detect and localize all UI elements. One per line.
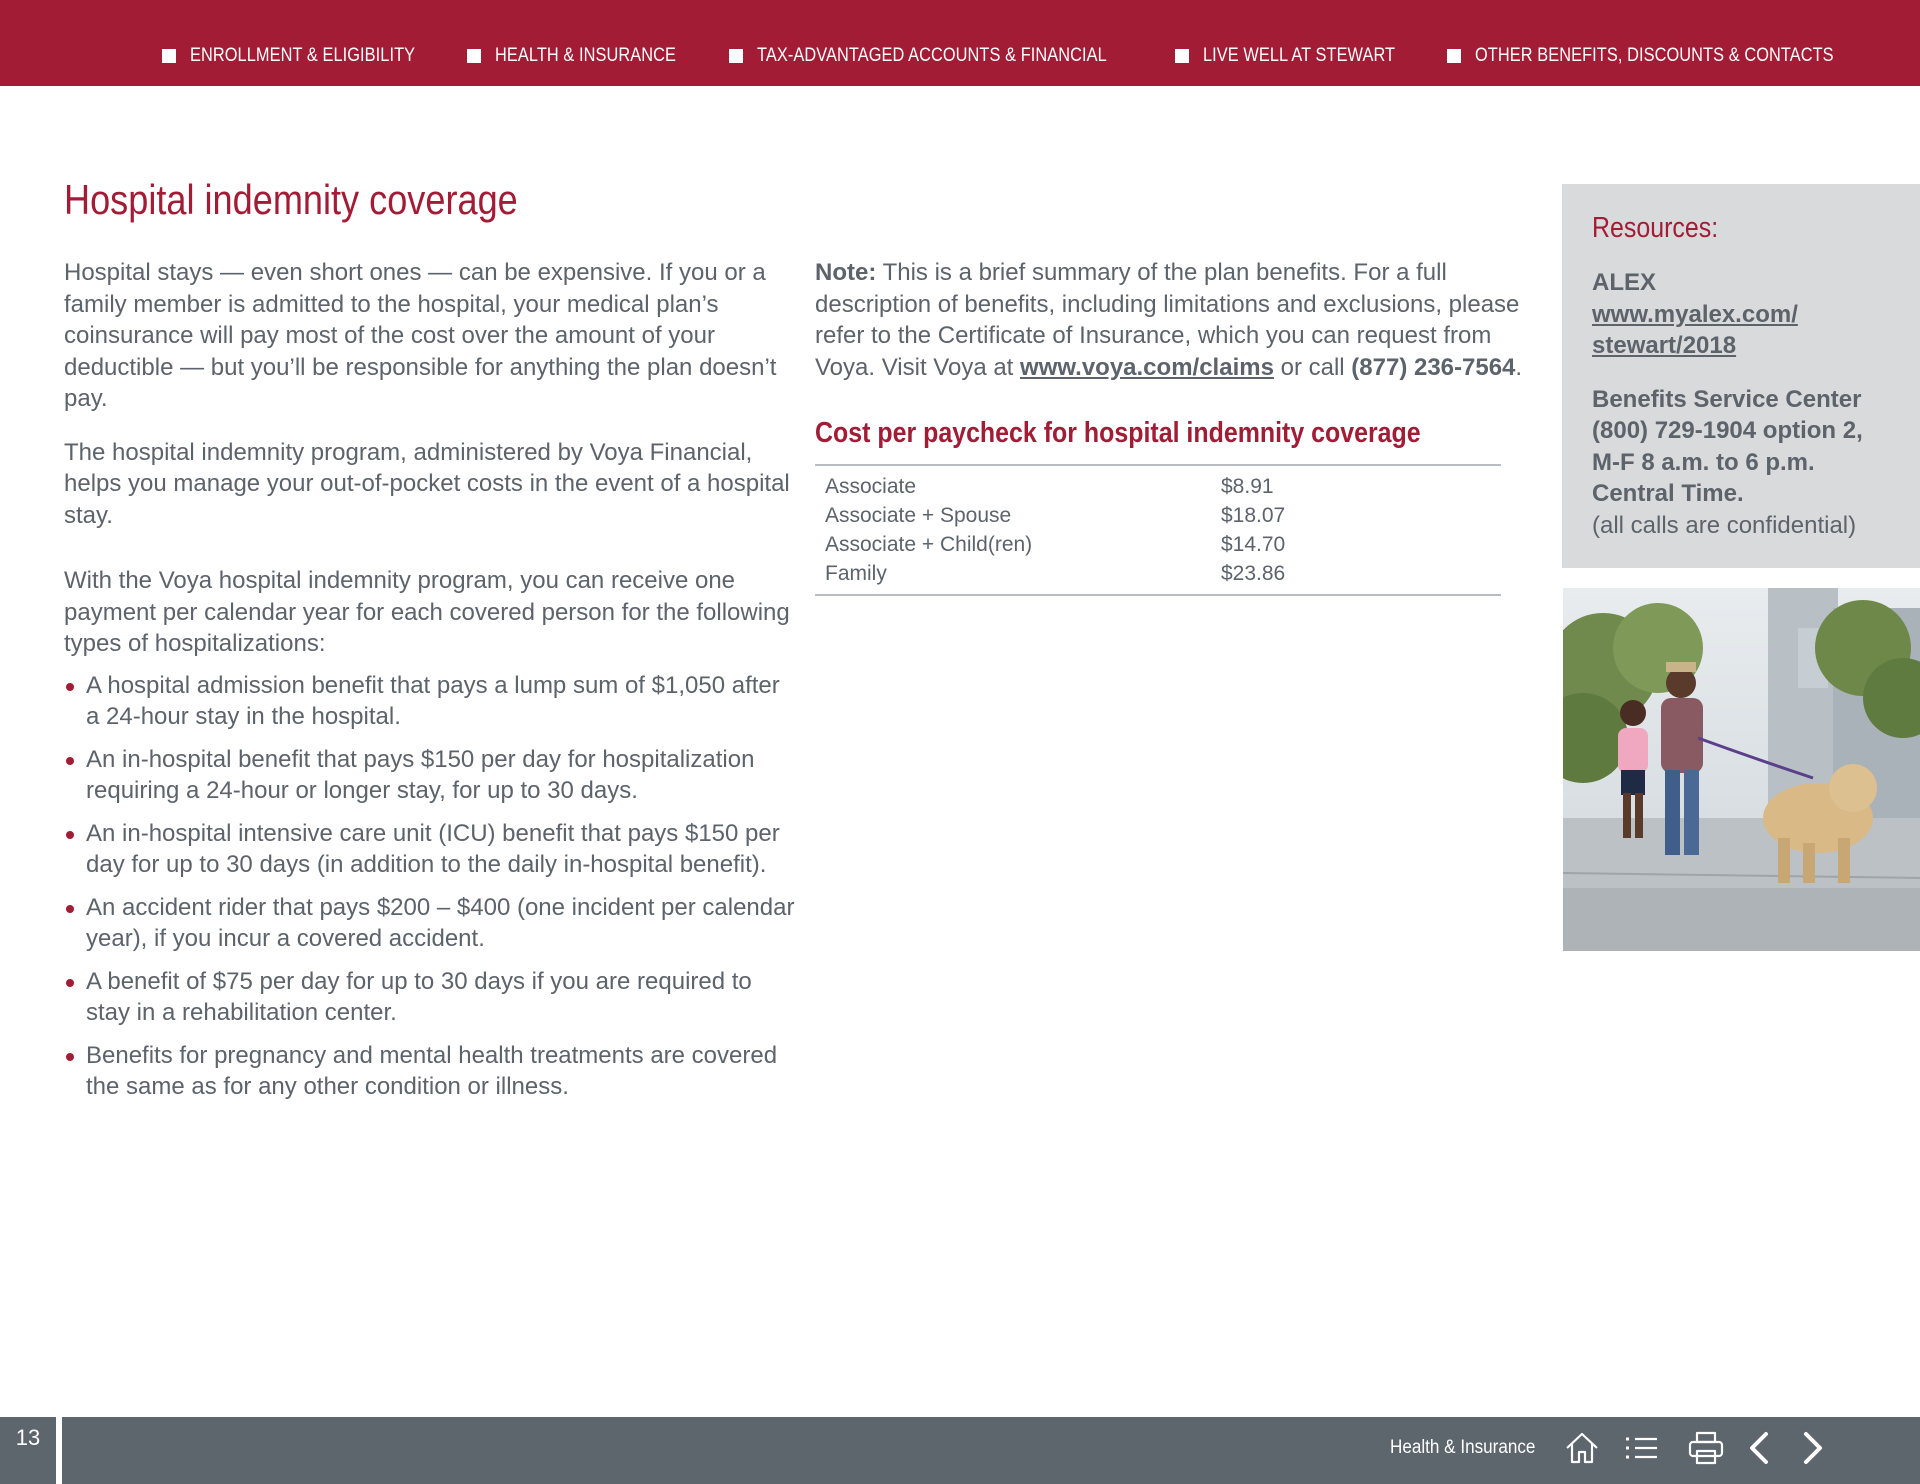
cost-cell: $23.86 (1221, 562, 1286, 585)
cost-cell: $18.07 (1221, 504, 1286, 527)
list-item (64, 818, 799, 881)
alex-name: ALEX (1592, 269, 1657, 296)
chevron-right-icon[interactable] (1792, 1428, 1832, 1468)
bsc-hours: M-F 8 a.m. to 6 p.m. (1592, 448, 1815, 476)
intro-paragraph: Hospital stays — even short ones — can be expensive. If you or a family member is admitted to the hospital, your medical plan’s coinsurance will pay most of the cost over the amount of your deductible — but you’ll be responsible for anything the plan doesn’t pay. (64, 259, 777, 412)
bsc-title: Benefits Service Center (1592, 385, 1862, 413)
tier-cell: Associate + Spouse (825, 504, 1012, 527)
list-item (64, 670, 799, 733)
table-row (815, 559, 1501, 595)
bsc-phone: (800) 729-1904 option 2, (1592, 417, 1863, 444)
note-paragraph (815, 257, 1535, 383)
program-paragraph: The hospital indemnity program, administered by Voya Financial, helps you manage your out-of-pocket costs in the event of a hospital stay. (64, 438, 790, 529)
page-number: 13 (0, 1417, 62, 1484)
benefits-service-center (1592, 384, 1890, 542)
photo-illustration (1563, 588, 1920, 951)
alex-resource (1592, 267, 1890, 362)
nav-label: OTHER BENEFITS, DISCOUNTS & CONTACTS (1475, 45, 1834, 66)
nav-health-insurance[interactable] (467, 44, 706, 68)
voya-phone: (877) 236-7564 (1351, 353, 1516, 381)
chevron-left-icon[interactable] (1740, 1428, 1780, 1468)
list-item-text: Benefits for pregnancy and mental health treatments are covered the same as for any other condition or illness. (86, 1041, 778, 1100)
tier-cell: Associate + Child(ren) (825, 533, 1033, 556)
footer-section-label: Health & Insurance (1390, 1437, 1536, 1458)
bsc-note: (all calls are confidential) (1592, 511, 1857, 539)
voya-claims-link[interactable]: www.voya.com/claims (1020, 353, 1274, 381)
top-navigation-bar (0, 0, 1920, 86)
note-label: Note: (815, 259, 877, 286)
list-item (64, 892, 799, 955)
nav-bullet-square (1447, 49, 1461, 63)
resources-sidebar (1562, 184, 1920, 568)
print-icon[interactable] (1686, 1428, 1726, 1468)
bullet-dot-icon (66, 757, 74, 765)
benefits-list (64, 670, 799, 1103)
note-text: This is a brief summary of the plan benefits. For a full description of benefits, including limitations and exclusions, please refer to the Certificate of Insurance, which you can request from Voya. Visit Voya at (815, 259, 1520, 381)
alex-link[interactable] (1592, 299, 1890, 362)
list-icon[interactable] (1622, 1428, 1662, 1468)
nav-bullet-square (1175, 49, 1189, 63)
resources-title: Resources: (1592, 212, 1719, 244)
list-item-text: An accident rider that pays $200 – $400 (one incident per calendar year), if you incur a covered accident. (86, 893, 795, 952)
nav-label: HEALTH & INSURANCE (495, 45, 677, 66)
alex-link-line-1: www.myalex.com/ (1592, 300, 1798, 328)
family-walking-dog-photo (1563, 588, 1920, 951)
alex-link-line-2: stewart/2018 (1592, 332, 1737, 359)
cost-table (815, 464, 1501, 596)
table-row (815, 501, 1501, 530)
list-item (64, 744, 799, 807)
bullet-dot-icon (66, 1053, 74, 1061)
note-column (815, 257, 1535, 596)
list-item (64, 1040, 799, 1103)
bullet-dot-icon (66, 979, 74, 987)
tier-cell: Associate (825, 475, 917, 498)
main-column (64, 257, 799, 1114)
bullet-dot-icon (66, 831, 74, 839)
cost-cell: $14.70 (1221, 533, 1286, 556)
list-item-text: An in-hospital intensive care unit (ICU) benefit that pays $150 per day for up to 30 days (in addition to the daily in-hospital benefit). (86, 819, 780, 878)
nav-bullet-square (729, 49, 743, 63)
list-item-text: A hospital admission benefit that pays a lump sum of $1,050 after a 24-hour stay in the hospital. (86, 671, 780, 730)
bsc-timezone: Central Time. (1592, 480, 1744, 507)
list-item (64, 966, 799, 1029)
payment-paragraph: With the Voya hospital indemnity program, you can receive one payment per calendar year for each covered person for the following types of hospitalizations: (64, 567, 790, 657)
nav-bullet-square (162, 49, 176, 63)
nav-label: ENROLLMENT & ELIGIBILITY (190, 45, 416, 66)
nav-label: LIVE WELL AT STEWART (1203, 45, 1396, 66)
nav-bullet-square (467, 49, 481, 63)
table-row (815, 465, 1501, 501)
list-item-text: A benefit of $75 per day for up to 30 days if you are required to stay in a rehabilitation center. (86, 967, 752, 1026)
list-item-text: An in-hospital benefit that pays $150 per day for hospitalization requiring a 24-hour or longer stay, for up to 30 days. (86, 745, 755, 804)
cost-table-title: Cost per paycheck for hospital indemnity coverage (815, 417, 1421, 449)
note-text-2: or call (1273, 353, 1352, 381)
nav-label: TAX-ADVANTAGED ACCOUNTS & FINANCIAL (757, 45, 1107, 66)
note-end: . (1515, 353, 1523, 381)
cost-cell: $8.91 (1221, 475, 1274, 498)
table-row (815, 530, 1501, 559)
bullet-dot-icon (66, 905, 74, 913)
home-icon[interactable] (1562, 1428, 1602, 1468)
tier-cell: Family (825, 562, 887, 585)
nav-live-well-at-stewart[interactable] (1175, 44, 1426, 68)
nav-enrollment-eligibility[interactable] (162, 44, 452, 68)
bullet-dot-icon (66, 683, 74, 691)
nav-tax-advantaged-accounts[interactable] (729, 44, 1164, 68)
page-title: Hospital indemnity coverage (64, 176, 518, 223)
nav-other-benefits[interactable] (1447, 44, 1892, 68)
